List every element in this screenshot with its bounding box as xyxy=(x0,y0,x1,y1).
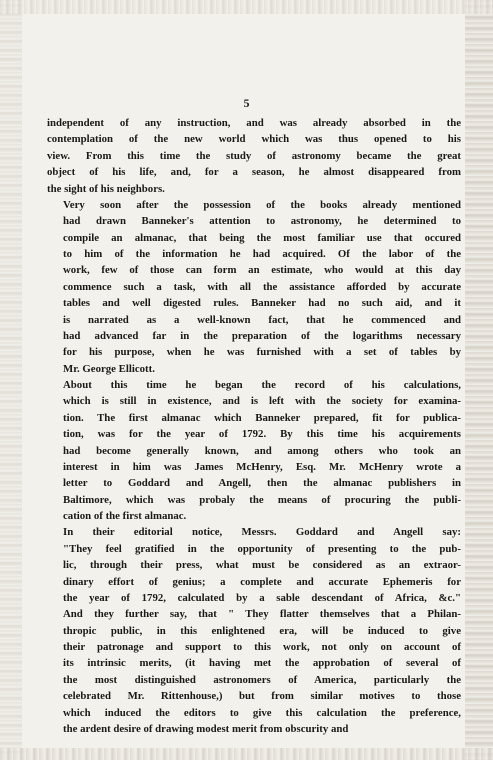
text-line: celebrated Mr. Rittenhouse,) but from similar motives to those xyxy=(63,690,461,703)
text-line: work, few of those can form an estimate, who would at this day xyxy=(63,264,461,277)
scan-edge-right xyxy=(465,0,493,760)
scan-edge-top xyxy=(0,0,493,14)
text-line: tion, was for the year of 1792. By this time his acquirements xyxy=(63,428,461,441)
text-line: commence such a task, with all the assistance afforded by accurate xyxy=(63,280,461,293)
text-line: Baltimore, which was probaly the means of procuring the publi- xyxy=(63,493,461,506)
text-line: dinary effort of genius; a complete and accurate Ephemeris for xyxy=(63,575,461,588)
text-line: thropic public, in this enlightened era, will be induced to give xyxy=(63,624,461,637)
text-line: letter to Goddard and Angell, then the almanac publishers in xyxy=(63,477,461,490)
text-line: had advanced far in the preparation of the logarithms necessary xyxy=(63,329,461,342)
scan-edge-bottom xyxy=(0,748,493,760)
text-line: interest in him was James McHenry, Esq. Mr. McHenry wrote a xyxy=(63,460,461,473)
text-line: tion. The first almanac which Banneker prepared, fit for publica- xyxy=(63,411,461,424)
text-line: their patronage and support to this work, not only on account of xyxy=(63,641,461,653)
text-line: cation of the first almanac. xyxy=(63,510,187,522)
paragraph xyxy=(47,197,461,377)
text-line: lic, through their press, what must be considered as an extraor- xyxy=(63,559,461,572)
text-line: its intrinsic merits, (it having met the approbation of several of xyxy=(63,657,461,670)
text-line: independent of any instruction, and was already absorbed in the xyxy=(47,117,461,129)
text-line: the ardent desire of drawing modest merit from obscurity and xyxy=(63,722,349,735)
text-line: the year of 1792, calculated by a sable descendant of Africa, &c." xyxy=(63,591,461,604)
scan-edge-left xyxy=(0,0,22,760)
paragraph xyxy=(47,524,461,737)
text-line: the sight of his neighbors. xyxy=(47,182,165,195)
text-line: contemplation of the new world which was thus opened to his xyxy=(47,133,461,146)
text-line: compile an almanac, that being the most familiar use that occured xyxy=(63,231,461,244)
text-line: In their editorial notice, Messrs. Goddard and Angell say: xyxy=(63,526,461,539)
text-line: the most distinguished astronomers of America, particularly the xyxy=(63,673,461,686)
page-body xyxy=(47,115,461,737)
text-line: "They feel gratified in the opportunity of presenting to the pub- xyxy=(63,542,461,555)
text-line: which induced the editors to give this calculation the preference, xyxy=(63,706,461,719)
text-line: And they further say, that " They flatter themselves that a Philan- xyxy=(63,608,461,621)
text-line: is narrated as a well-known fact, that he commenced and xyxy=(63,313,461,326)
text-line: to him of the information he had acquired. Of the labor of the xyxy=(63,248,461,260)
paragraph xyxy=(47,115,461,197)
text-line: had become generally known, and among others who took an xyxy=(63,444,461,457)
text-line: Very soon after the possession of the books already mentioned xyxy=(63,198,461,211)
text-line: view. From this time the study of astronomy became the great xyxy=(47,149,461,162)
text-line: which is still in existence, and is left with the society for examina- xyxy=(63,395,461,408)
text-line: tables and well digested rules. Banneker had no such aid, and it xyxy=(63,297,461,310)
text-line: had drawn Banneker's attention to astronomy, he determined to xyxy=(63,215,461,228)
page-number: 5 xyxy=(243,96,250,110)
text-line: for his purpose, when he was furnished with a set of tables by xyxy=(63,346,461,359)
text-line: Mr. George Ellicott. xyxy=(63,362,155,375)
paragraph xyxy=(47,377,461,524)
text-line: object of his life, and, for a season, he almost disappeared from xyxy=(47,166,461,179)
text-line: About this time he began the record of his calculations, xyxy=(63,379,461,391)
